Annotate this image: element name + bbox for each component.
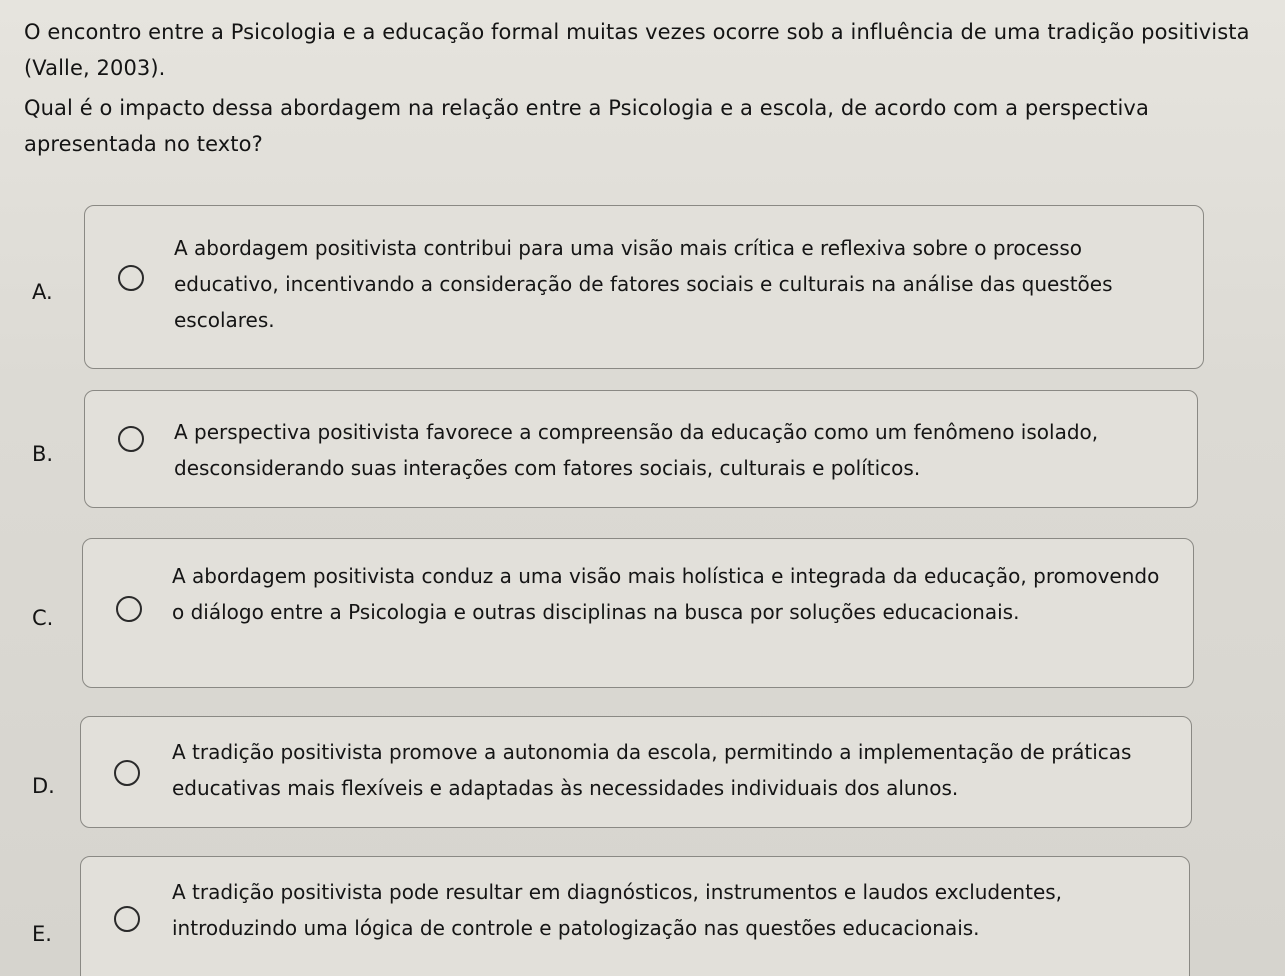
- option-d-letter: D.: [32, 774, 55, 798]
- question-intro: O encontro entre a Psicologia e a educação formal muitas vezes ocorre sob a influência de uma tradição positivista (Valle, 2003).: [24, 20, 1250, 80]
- option-d-radio[interactable]: [114, 760, 140, 786]
- option-c-radio[interactable]: [116, 596, 142, 622]
- option-b-letter: B.: [32, 442, 54, 466]
- option-b-text: A perspectiva positivista favorece a compreensão da educação como um fenômeno isolado, desconsiderando suas interações com fatores sociais, culturais e políticos.: [174, 420, 1099, 480]
- option-c-text: A abordagem positivista conduz a uma visão mais holística e integrada da educação, promovendo o diálogo entre a Psicologia e outras disciplinas na busca por soluções educacionais.: [172, 564, 1160, 624]
- option-b-radio[interactable]: [118, 426, 144, 452]
- option-a-letter: A.: [32, 280, 53, 304]
- option-c-letter: C.: [32, 606, 54, 630]
- option-e-letter: E.: [32, 922, 52, 946]
- option-e-text: A tradição positivista pode resultar em diagnósticos, instrumentos e laudos excludentes, introduzindo uma lógica de controle e patologização nas questões educacionais.: [172, 880, 1063, 940]
- option-e-radio[interactable]: [114, 906, 140, 932]
- question-prompt: Qual é o impacto dessa abordagem na relação entre a Psicologia e a escola, de acordo com a perspectiva apresentada no texto?: [24, 96, 1149, 156]
- option-d-text: A tradição positivista promove a autonomia da escola, permitindo a implementação de práticas educativas mais flexíveis e adaptadas às necessidades individuais dos alunos.: [172, 740, 1132, 800]
- option-a-radio[interactable]: [118, 265, 144, 291]
- option-a-text: A abordagem positivista contribui para uma visão mais crítica e reflexiva sobre o processo educativo, incentivando a consideração de fatores sociais e culturais na análise das questões escolares.: [174, 236, 1113, 332]
- question-block: [24, 14, 1264, 162]
